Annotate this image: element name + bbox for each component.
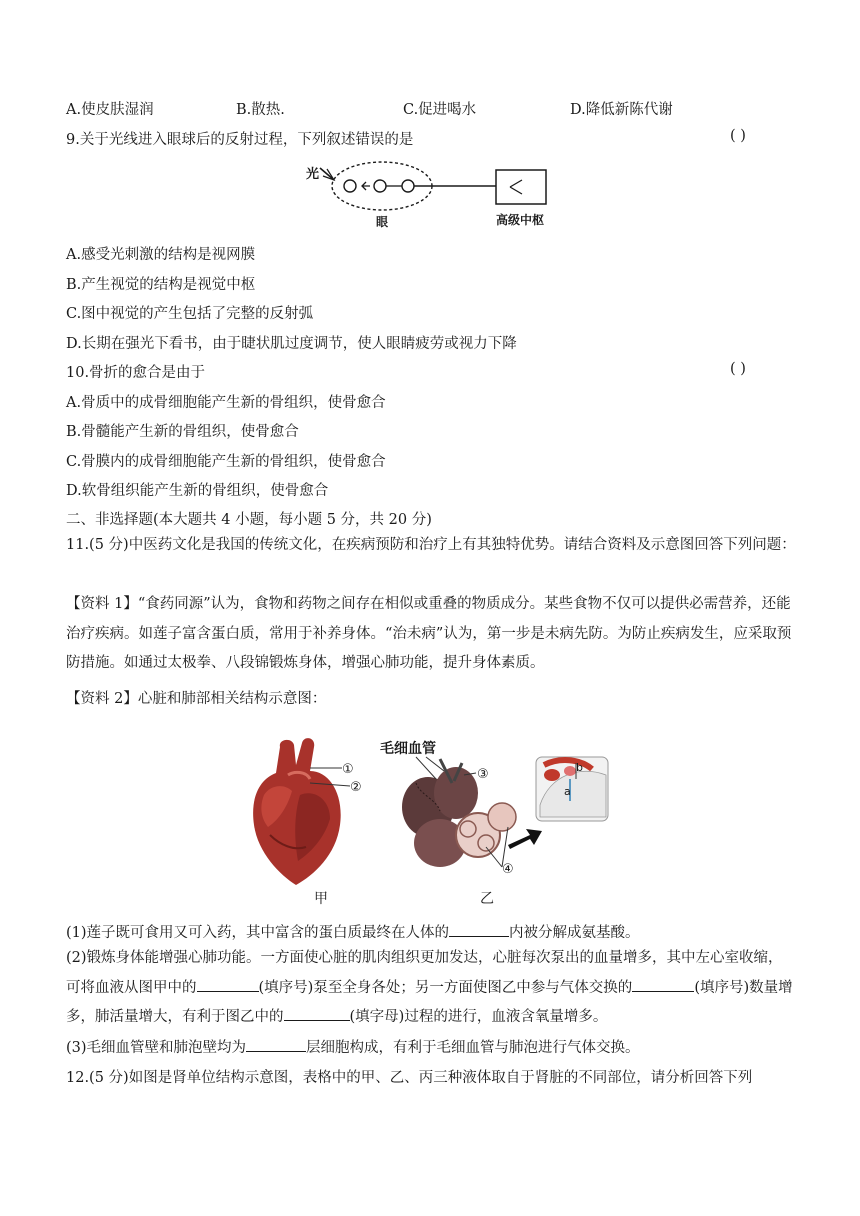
q11-part2: (2)锻炼身体能增强心肺功能。一方面使心脏的肌肉组织更加发达，心脏每次泵出的血量增多，其中左心室收缩，可将血液从图甲中的 (填序号)泵至全身各处；另一方面使图乙中参与气体交换的 (填序号)数量增多，肺活量增大，有利于图乙中的 (填字母)过程的进行，血液含氧量增多。	[66, 950, 793, 1025]
label-1: ①	[342, 762, 354, 777]
q8-option-d: D.降低新陈代谢	[570, 102, 673, 118]
q10-answer-bracket: ( )	[730, 361, 746, 377]
q11-stem: 11.(5 分)中医药文化是我国的传统文化，在疾病预防和治疗上有其独特优势。请结合资料及示意图回答下列问题：	[66, 537, 796, 553]
q10-stem: 10.骨折的愈合是由于	[66, 365, 206, 381]
heart-lung-figure	[240, 735, 620, 915]
higher-center-box	[496, 170, 546, 204]
q8-option-c: C.促进喝水	[403, 102, 477, 118]
q9-answer-bracket: ( )	[730, 128, 746, 144]
q9-option-a: A.感受光刺激的结构是视网膜	[66, 247, 256, 263]
q10-option-c: C.骨膜内的成骨细胞能产生新的骨组织，使骨愈合	[66, 454, 386, 470]
higher-center-label: 高级中枢	[496, 213, 545, 227]
q10-option-b: B.骨髓能产生新的骨组织，使骨愈合	[66, 424, 299, 440]
arrow-icon	[508, 829, 542, 849]
q9-option-d: D.长期在强光下看书，由于睫状肌过度调节，使人眼睛疲劳或视力下降	[66, 336, 517, 352]
eye-reflex-diagram	[300, 158, 555, 230]
q11-blank-4[interactable]	[284, 1006, 350, 1021]
light-label: 光	[306, 167, 320, 182]
magnified-alveolus	[536, 757, 608, 821]
q10-option-a: A.骨质中的成骨细胞能产生新的骨组织，使骨愈合	[66, 395, 386, 411]
q8-option-b: B.散热.	[236, 102, 285, 118]
label-4: ④	[502, 862, 514, 877]
alveoli-illustration	[402, 757, 516, 877]
q8-option-a: A.使皮肤湿润	[66, 102, 154, 118]
q11-blank-5[interactable]	[246, 1037, 306, 1052]
q11-part3: (3)毛细血管壁和肺泡壁均为 层细胞构成，有利于毛细血管与肺泡进行气体交换。	[66, 1036, 640, 1057]
q11-material2: 【资料 2】心脏和肺部相关结构示意图：	[66, 691, 327, 707]
q9-option-c: C.图中视觉的产生包括了完整的反射弧	[66, 306, 314, 322]
caption-yi: 乙	[480, 891, 494, 907]
label-b: b	[576, 761, 583, 774]
eye-label: 眼	[376, 215, 389, 229]
q11-part1: (1)莲子既可食用又可入药，其中富含的蛋白质最终在人体的 内被分解成氨基酸。	[66, 921, 640, 942]
caption-jia: 甲	[314, 891, 328, 907]
label-2: ②	[350, 780, 362, 795]
section2-title: 二、非选择题(本大题共 4 小题，每小题 5 分，共 20 分)	[66, 512, 432, 528]
q11-material1: 【资料 1】“食药同源”认为，食物和药物之间存在相似或重叠的物质成分。某些食物不仅可以提供必需营养，还能治疗疾病。如莲子富含蛋白质，常用于补养身体。“治未病”认为，第一步是未病先防。为防止疾病发生，应采取预防措施。如通过太极拳、八段锦锻炼身体，增强心肺功能，提升身体素质。	[66, 596, 792, 671]
capillary-label: 毛细血管	[380, 741, 436, 757]
q12-stem: 12.(5 分)如图是肾单位结构示意图，表格中的甲、乙、丙三种液体取自于肾脏的不同部位，请分析回答下列	[66, 1070, 753, 1086]
q11-blank-1[interactable]	[449, 922, 509, 937]
q11-blank-2[interactable]	[197, 977, 259, 992]
q9-stem: 9.关于光线进入眼球后的反射过程，下列叙述错误的是	[66, 132, 414, 148]
label-3: ③	[477, 767, 489, 782]
q10-option-d: D.软骨组织能产生新的骨组织，使骨愈合	[66, 483, 329, 499]
q9-option-b: B.产生视觉的结构是视觉中枢	[66, 277, 256, 293]
label-a: a	[564, 785, 571, 798]
heart-illustration	[253, 738, 362, 885]
q11-blank-3[interactable]	[632, 977, 694, 992]
